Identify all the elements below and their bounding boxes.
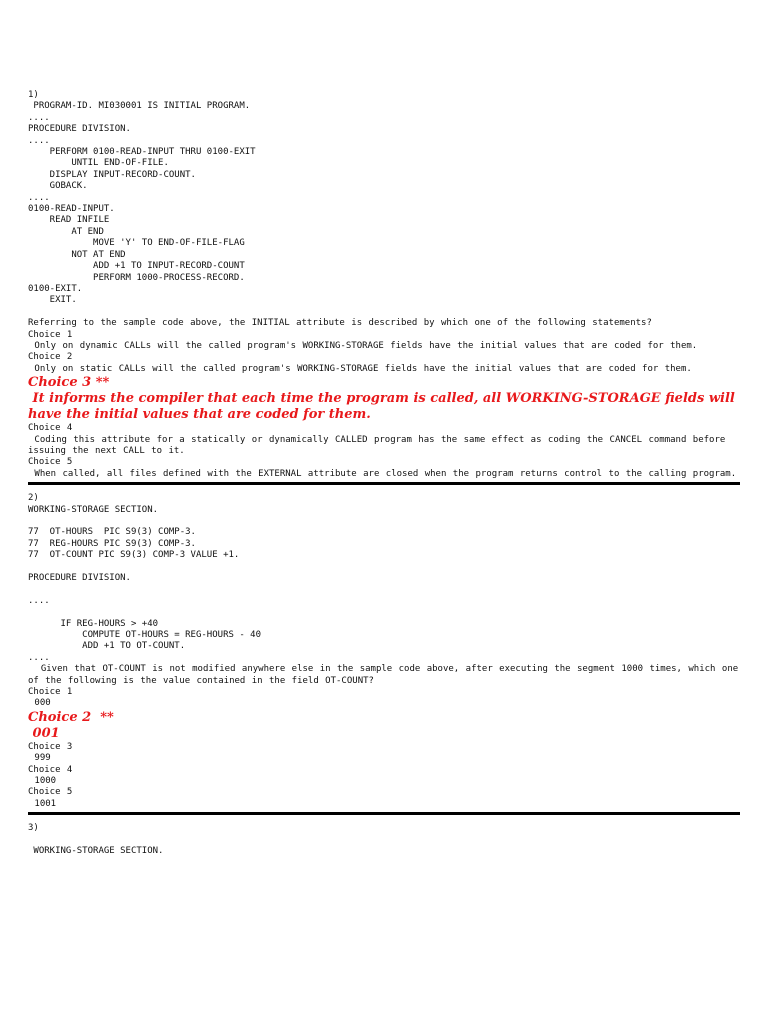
code-line: COMPUTE OT-HOURS = REG-HOURS - 40 xyxy=(28,629,261,640)
q2-code-block xyxy=(28,493,740,664)
code-line: PROGRAM-ID. MI030001 IS INITIAL PROGRAM. xyxy=(28,101,251,112)
code-line: MOVE 'Y' TO END-OF-FILE-FLAG xyxy=(28,238,245,249)
q2-choice1-text: 000 xyxy=(28,698,51,709)
code-line xyxy=(28,835,740,846)
code-line: ADD +1 TO OT-COUNT. xyxy=(28,641,186,652)
code-line: PROCEDURE DIVISION. xyxy=(28,124,131,135)
code-line: UNTIL END-OF-FILE. xyxy=(28,158,169,169)
question-divider xyxy=(28,812,740,815)
q2-choice2-text-correct: 001 xyxy=(28,725,60,741)
question-3 xyxy=(28,823,740,857)
code-line: ADD +1 TO INPUT-RECORD-COUNT xyxy=(28,261,245,272)
q2-choice4-label: Choice 4 xyxy=(28,764,73,775)
q1-choice5-text: When called, all files defined with the EXTERNAL attribute are closed when the program returns control to the calling program. xyxy=(28,468,737,479)
code-line: 3) xyxy=(28,823,39,834)
q1-choice4-label: Choice 4 xyxy=(28,423,73,434)
code-line: 0100-EXIT. xyxy=(28,283,83,294)
code-line: PERFORM 1000-PROCESS-RECORD. xyxy=(28,272,245,283)
code-line: .... xyxy=(28,652,50,663)
code-line: 77 OT-COUNT PIC S9(3) COMP-3 VALUE +1. xyxy=(28,550,240,561)
code-line: WORKING-STORAGE SECTION. xyxy=(28,504,159,515)
q1-choice1-label: Choice 1 xyxy=(28,329,73,340)
code-line: 1) xyxy=(28,90,39,100)
q2-choice2-label-correct: Choice 2 ** xyxy=(28,709,114,725)
code-line: PERFORM 0100-READ-INPUT THRU 0100-EXIT xyxy=(28,147,256,158)
document-body xyxy=(28,90,745,857)
q1-choice3-text-correct: It informs the compiler that each time the program is called, all WORKING-STORAGE fields will have the initial values that are coded for them. xyxy=(28,391,740,423)
q2-choice3-label: Choice 3 xyxy=(28,741,73,752)
spacer-line xyxy=(28,307,740,318)
q1-code-block xyxy=(28,90,740,307)
code-line: EXIT. xyxy=(28,295,77,306)
code-line xyxy=(28,516,740,527)
code-line: .... xyxy=(28,112,50,123)
q2-choice1-label: Choice 1 xyxy=(28,687,73,698)
code-line: 2) xyxy=(28,493,39,504)
code-line: .... xyxy=(28,595,50,606)
q1-choice2-text: Only on static CALLs will the called program's WORKING-STORAGE fields have the initial values that are coded for them. xyxy=(28,363,692,374)
code-line: .... xyxy=(28,135,50,146)
q1-choice2-label: Choice 2 xyxy=(28,352,73,363)
q1-question-text: Referring to the sample code above, the INITIAL attribute is described by which one of the following statements? xyxy=(28,318,652,329)
code-line: GOBACK. xyxy=(28,181,88,192)
q1-choice3-label-correct: Choice 3 ** xyxy=(28,375,110,391)
code-line: 77 REG-HOURS PIC S9(3) COMP-3. xyxy=(28,538,196,549)
code-line: .... xyxy=(28,192,50,203)
code-line: 0100-READ-INPUT. xyxy=(28,204,115,215)
code-line: WORKING-STORAGE SECTION. xyxy=(28,846,164,857)
code-line xyxy=(28,584,740,595)
q2-question-text: Given that OT-COUNT is not modified anywhere else in the sample code above, after executing the segment 1000 times, which one of the following is the value contained in the field OT-COUNT? xyxy=(28,664,745,686)
code-line: IF REG-HOURS > +40 xyxy=(28,618,159,629)
code-line: 77 OT-HOURS PIC S9(3) COMP-3. xyxy=(28,527,196,538)
q2-choice4-text: 1000 xyxy=(28,776,57,787)
code-line xyxy=(28,562,740,573)
code-line: PROCEDURE DIVISION. xyxy=(28,572,131,583)
code-line: READ INFILE xyxy=(28,215,110,226)
code-line: DISPLAY INPUT-RECORD-COUNT. xyxy=(28,169,196,180)
code-line: AT END xyxy=(28,226,104,237)
q2-choice5-label: Choice 5 xyxy=(28,787,73,798)
code-line xyxy=(28,607,740,618)
q1-choice4-text: Coding this attribute for a statically or dynamically CALLED program has the same effect as coding the CANCEL command before issuing the next CALL to it. xyxy=(28,434,732,456)
q1-choice1-text: Only on dynamic CALLs will the called program's WORKING-STORAGE fields have the initial values that are coded for them. xyxy=(28,340,698,351)
q2-choice5-text: 1001 xyxy=(28,798,57,809)
question-divider xyxy=(28,482,740,485)
q1-choice5-label: Choice 5 xyxy=(28,457,73,468)
question-2 xyxy=(28,493,745,810)
code-line: NOT AT END xyxy=(28,249,126,260)
question-1 xyxy=(28,90,740,480)
q2-choice3-text: 999 xyxy=(28,753,51,764)
